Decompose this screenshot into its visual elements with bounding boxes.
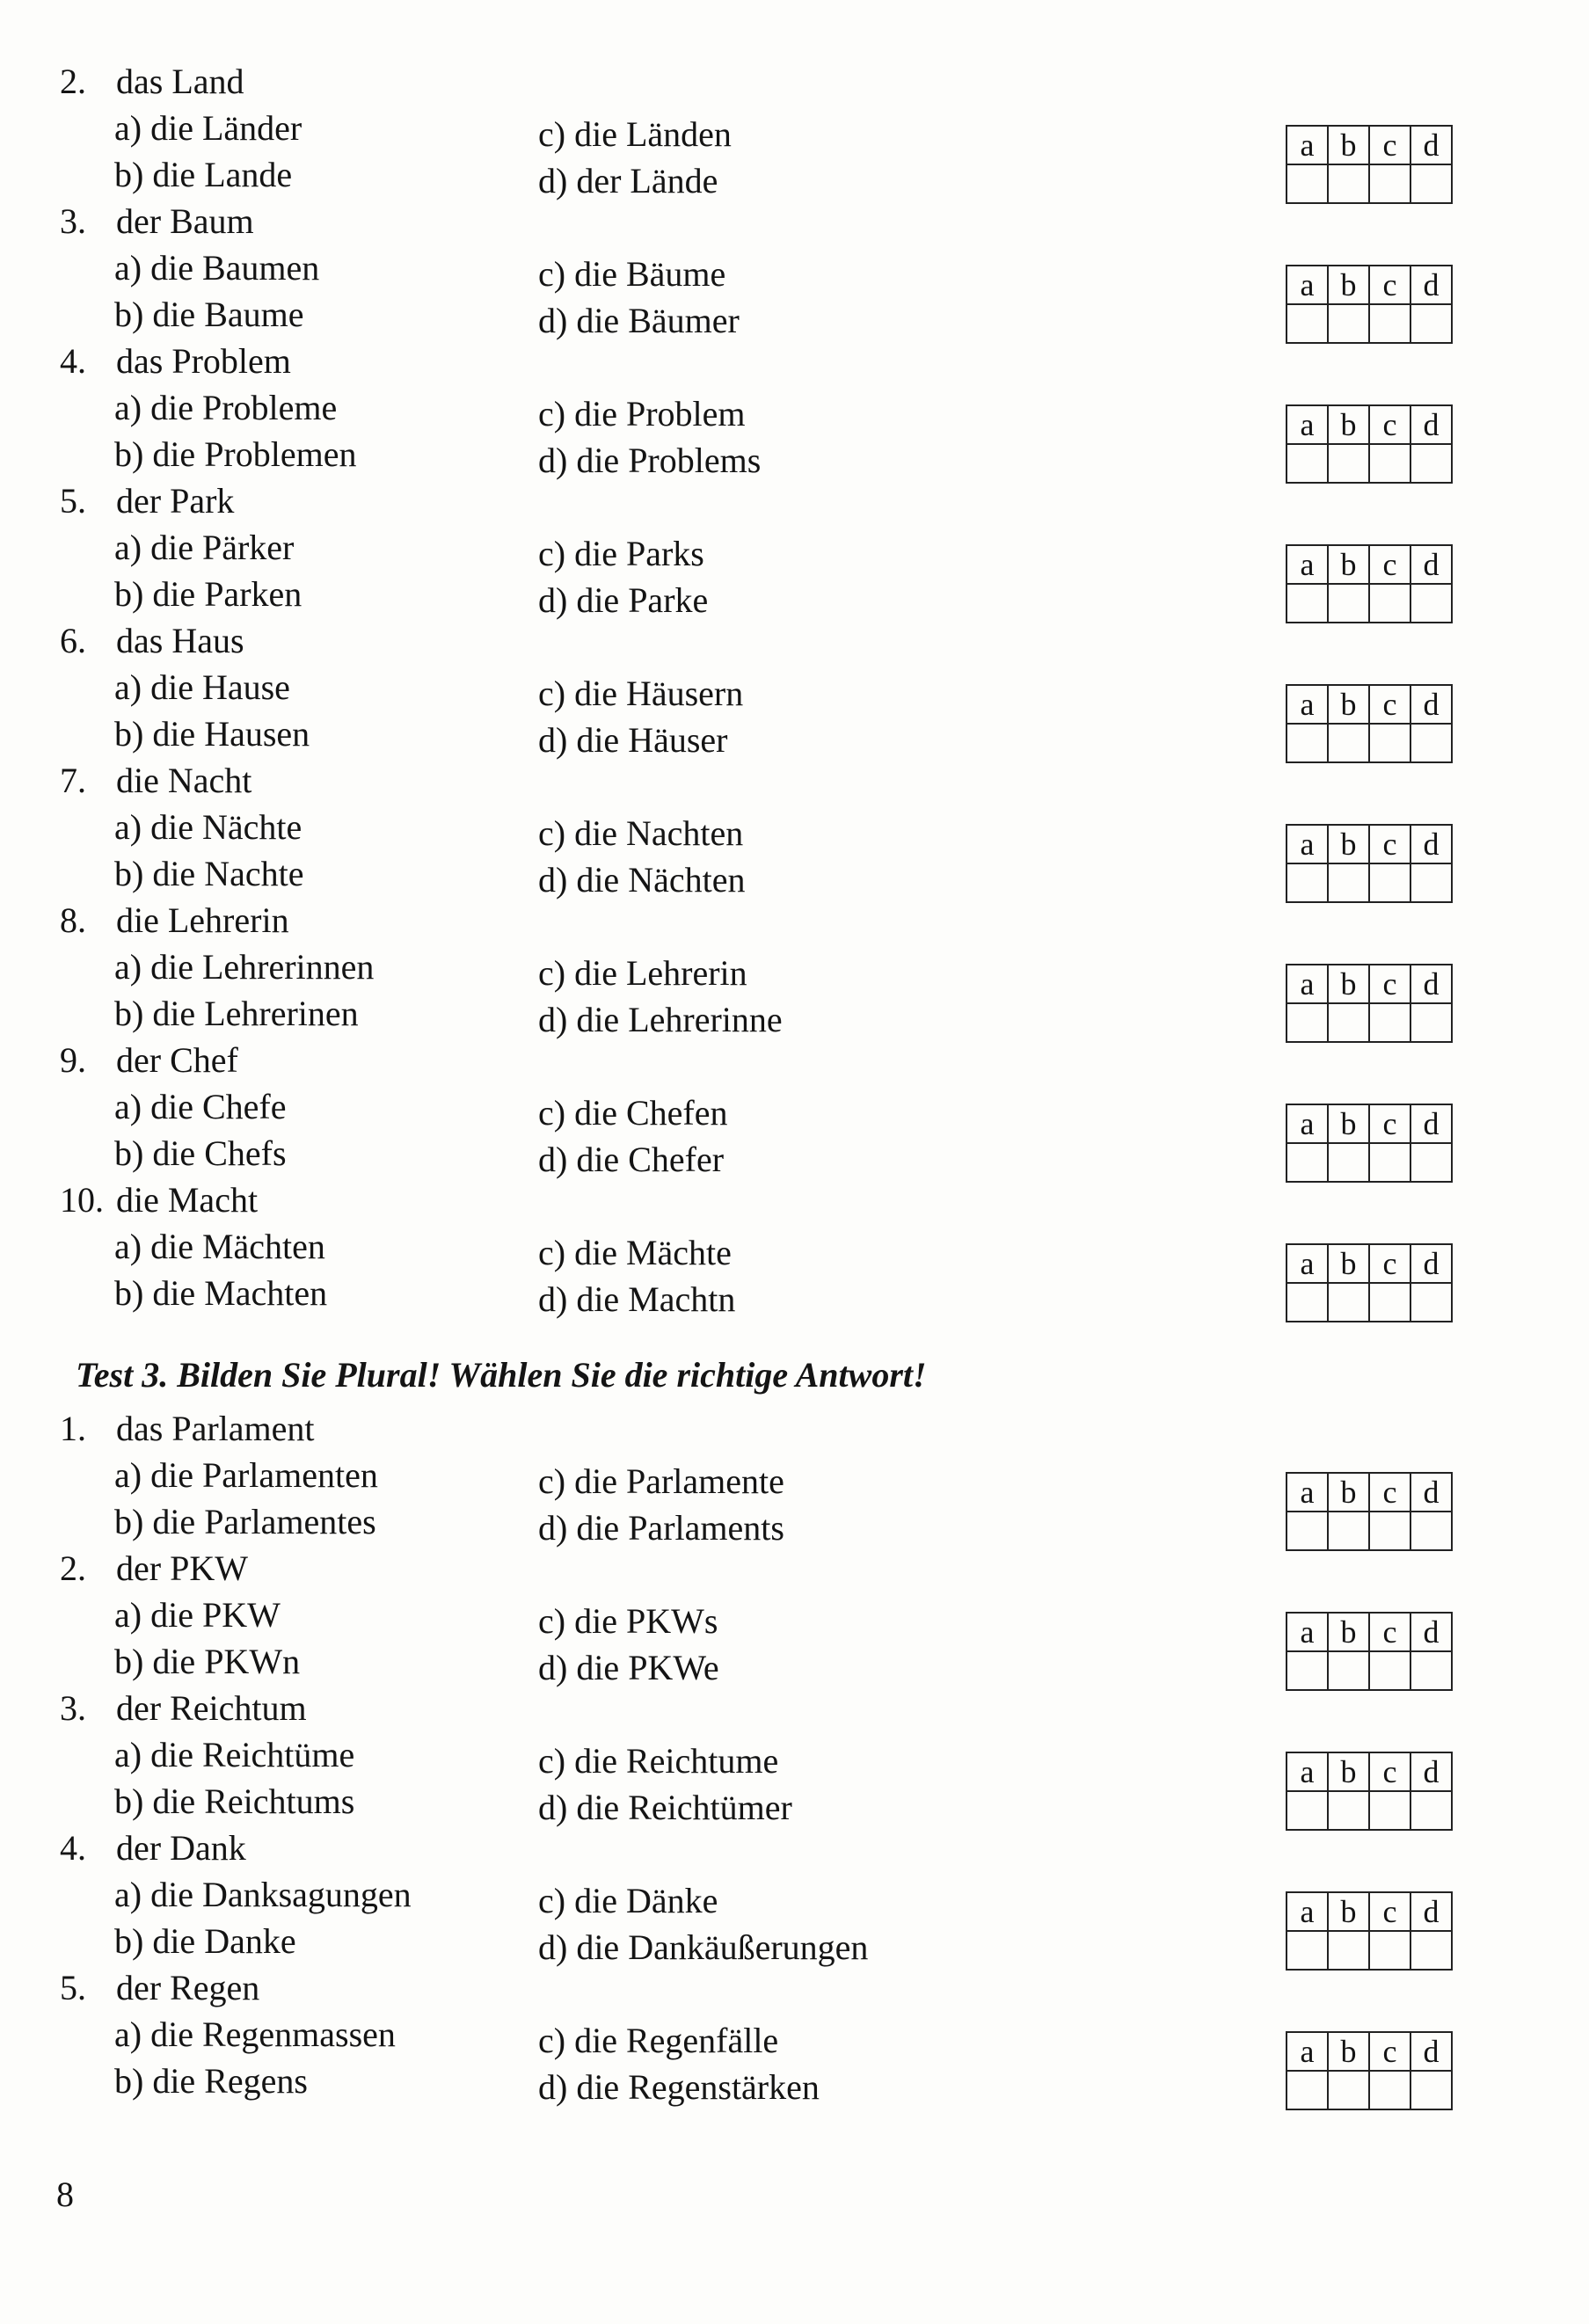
question-item xyxy=(0,58,1589,198)
answer-box-d[interactable] xyxy=(1410,2071,1452,2109)
answer-letter-d: d xyxy=(1410,126,1452,164)
option-c: c) die Nachten xyxy=(538,813,744,853)
option-b: b) die Machten xyxy=(114,1273,328,1313)
question-word: das Land xyxy=(116,62,244,101)
answer-letter-d: d xyxy=(1410,825,1452,863)
test3-questions xyxy=(0,1405,1589,2107)
answer-box-c[interactable] xyxy=(1369,1283,1410,1322)
answer-box-b[interactable] xyxy=(1328,1283,1369,1322)
option-b: b) die Chefs xyxy=(114,1133,287,1173)
answer-letter-a: a xyxy=(1287,545,1328,584)
answer-letter-d: d xyxy=(1410,1892,1452,1931)
option-d: d) die Regenstärken xyxy=(538,2067,820,2107)
question-item xyxy=(0,897,1589,1037)
answer-grid xyxy=(1286,2031,1453,2110)
answer-letter-c: c xyxy=(1369,965,1410,1003)
option-d: d) die Dankäußerungen xyxy=(538,1927,869,1967)
option-c: c) die Lehrerin xyxy=(538,953,747,993)
question-stem xyxy=(60,1037,238,1083)
option-d: d) die Nächten xyxy=(538,860,746,900)
question-item xyxy=(0,1405,1589,1548)
answer-letter-d: d xyxy=(1410,2032,1452,2071)
answer-grid xyxy=(1286,964,1453,1043)
option-a: a) die Regenmassen xyxy=(114,2014,396,2054)
question-number: 2. xyxy=(60,1548,86,1588)
answer-grid xyxy=(1286,1891,1453,1971)
question-number: 6. xyxy=(60,621,86,660)
option-a: a) die Mächten xyxy=(114,1227,325,1266)
question-item xyxy=(0,1825,1589,1967)
answer-letter-c: c xyxy=(1369,2032,1410,2071)
answer-letter-c: c xyxy=(1369,266,1410,304)
answer-letter-c: c xyxy=(1369,685,1410,724)
answer-letter-a: a xyxy=(1287,266,1328,304)
answer-grid xyxy=(1286,684,1453,763)
answer-letter-b: b xyxy=(1328,825,1369,863)
option-a: a) die Länder xyxy=(114,108,302,148)
option-c: c) die Problem xyxy=(538,394,746,433)
answer-letter-a: a xyxy=(1287,1104,1328,1143)
answer-grid xyxy=(1286,1612,1453,1691)
option-a: a) die Pärker xyxy=(114,528,295,567)
answer-letter-b: b xyxy=(1328,1473,1369,1512)
option-b: b) die Baume xyxy=(114,295,304,334)
test2-questions xyxy=(0,58,1589,1319)
option-c: c) die Regenfälle xyxy=(538,2021,779,2060)
answer-letter-b: b xyxy=(1328,1892,1369,1931)
answer-letter-d: d xyxy=(1410,965,1452,1003)
option-b: b) die Danke xyxy=(114,1921,296,1961)
option-a: a) die Chefe xyxy=(114,1087,287,1126)
option-d: d) die Lehrerinne xyxy=(538,1000,783,1039)
option-d: d) die Parke xyxy=(538,580,709,620)
question-word: das Problem xyxy=(116,341,291,381)
question-stem xyxy=(60,1177,258,1223)
question-item xyxy=(0,1177,1589,1319)
answer-letter-d: d xyxy=(1410,545,1452,584)
question-number: 5. xyxy=(60,1968,86,2007)
question-stem xyxy=(60,1685,307,1731)
option-c: c) die Mächte xyxy=(538,1233,732,1272)
option-d: d) die Häuser xyxy=(538,720,728,760)
question-number: 4. xyxy=(60,341,86,381)
option-b: b) die Lehrerinen xyxy=(114,994,359,1033)
answer-letter-a: a xyxy=(1287,1613,1328,1651)
question-item xyxy=(0,338,1589,480)
answer-letter-c: c xyxy=(1369,1104,1410,1143)
question-word: der Reichtum xyxy=(116,1688,307,1728)
question-stem xyxy=(60,1545,248,1592)
option-b: b) die Reichtums xyxy=(114,1781,355,1821)
question-number: 2. xyxy=(60,62,86,101)
option-a: a) die Hause xyxy=(114,667,290,707)
answer-letter-a: a xyxy=(1287,1752,1328,1791)
answer-grid xyxy=(1286,824,1453,903)
question-number: 1. xyxy=(60,1409,86,1448)
answer-grid xyxy=(1286,544,1453,623)
answer-letter-a: a xyxy=(1287,2032,1328,2071)
question-item xyxy=(0,477,1589,620)
question-item xyxy=(0,1545,1589,1685)
answer-letter-b: b xyxy=(1328,2032,1369,2071)
question-number: 4. xyxy=(60,1828,86,1868)
option-d: d) der Lände xyxy=(538,161,718,200)
option-b: b) die Hausen xyxy=(114,714,310,754)
answer-letter-b: b xyxy=(1328,1244,1369,1283)
question-word: die Lehrerin xyxy=(116,900,289,940)
option-a: a) die Baumen xyxy=(114,248,320,288)
answer-letter-c: c xyxy=(1369,405,1410,444)
answer-letter-a: a xyxy=(1287,405,1328,444)
option-b: b) die Lande xyxy=(114,155,293,194)
answer-letter-b: b xyxy=(1328,545,1369,584)
option-b: b) die Parken xyxy=(114,574,302,614)
option-a: a) die Lehrerinnen xyxy=(114,947,375,987)
answer-letter-b: b xyxy=(1328,1104,1369,1143)
answer-grid xyxy=(1286,1243,1453,1322)
answer-letter-a: a xyxy=(1287,965,1328,1003)
question-word: das Haus xyxy=(116,621,244,660)
question-number: 5. xyxy=(60,481,86,521)
question-number: 10. xyxy=(60,1180,104,1220)
option-d: d) die Machtn xyxy=(538,1279,736,1319)
question-number: 7. xyxy=(60,761,86,800)
answer-letter-d: d xyxy=(1410,685,1452,724)
answer-grid xyxy=(1286,1752,1453,1831)
question-stem xyxy=(60,1964,259,2011)
question-stem xyxy=(60,1825,246,1871)
option-d: d) die Chefer xyxy=(538,1140,725,1179)
option-d: d) die Problems xyxy=(538,441,762,480)
answer-letter-d: d xyxy=(1410,266,1452,304)
question-stem xyxy=(60,58,244,105)
answer-letter-d: d xyxy=(1410,1104,1452,1143)
answer-box-a[interactable] xyxy=(1287,2071,1328,2109)
question-stem xyxy=(60,477,234,524)
answer-letter-a: a xyxy=(1287,1892,1328,1931)
answer-box-b[interactable] xyxy=(1328,2071,1369,2109)
answer-grid xyxy=(1286,1104,1453,1183)
answer-letter-c: c xyxy=(1369,1613,1410,1651)
option-c: c) die Häusern xyxy=(538,674,744,713)
question-stem xyxy=(60,617,244,664)
option-c: c) die Parlamente xyxy=(538,1461,784,1501)
option-d: d) die PKWe xyxy=(538,1648,719,1687)
question-word: die Nacht xyxy=(116,761,252,800)
answer-box-a[interactable] xyxy=(1287,1283,1328,1322)
answer-letter-a: a xyxy=(1287,825,1328,863)
option-c: c) die Chefen xyxy=(538,1093,728,1133)
option-b: b) die Regens xyxy=(114,2061,308,2101)
question-item xyxy=(0,617,1589,760)
question-item xyxy=(0,1037,1589,1177)
question-stem xyxy=(60,757,251,804)
answer-letter-c: c xyxy=(1369,1892,1410,1931)
answer-letter-b: b xyxy=(1328,126,1369,164)
answer-letter-b: b xyxy=(1328,405,1369,444)
question-word: der Chef xyxy=(116,1040,238,1080)
answer-box-c[interactable] xyxy=(1369,2071,1410,2109)
answer-letter-c: c xyxy=(1369,545,1410,584)
option-b: b) die Problemen xyxy=(114,434,357,474)
option-c: c) die Parks xyxy=(538,534,704,573)
option-d: d) die Bäumer xyxy=(538,301,740,340)
answer-letter-a: a xyxy=(1287,1244,1328,1283)
answer-letter-a: a xyxy=(1287,1473,1328,1512)
question-number: 9. xyxy=(60,1040,86,1080)
question-word: der Baum xyxy=(116,201,254,241)
option-d: d) die Reichtümer xyxy=(538,1788,792,1827)
test3-heading: Test 3. Bilden Sie Plural! Wählen Sie die richtige Antwort! xyxy=(76,1355,927,1395)
page-number: 8 xyxy=(56,2175,74,2214)
answer-letter-b: b xyxy=(1328,685,1369,724)
question-item xyxy=(0,1685,1589,1825)
question-word: der Regen xyxy=(116,1968,260,2007)
answer-letter-a: a xyxy=(1287,685,1328,724)
question-word: das Parlament xyxy=(116,1409,315,1448)
question-number: 3. xyxy=(60,201,86,241)
option-a: a) die Probleme xyxy=(114,388,338,427)
answer-grid xyxy=(1286,1472,1453,1551)
answer-letter-b: b xyxy=(1328,1752,1369,1791)
option-b: b) die Nachte xyxy=(114,854,304,893)
option-a: a) die Parlamenten xyxy=(114,1455,378,1495)
answer-letter-d: d xyxy=(1410,1473,1452,1512)
option-c: c) die PKWs xyxy=(538,1601,718,1641)
question-item xyxy=(0,198,1589,338)
question-word: der Dank xyxy=(116,1828,246,1868)
answer-letter-d: d xyxy=(1410,405,1452,444)
option-c: c) die Bäume xyxy=(538,254,726,294)
answer-grid xyxy=(1286,125,1453,204)
answer-letter-c: c xyxy=(1369,1473,1410,1512)
answer-letter-d: d xyxy=(1410,1752,1452,1791)
answer-letter-c: c xyxy=(1369,1752,1410,1791)
question-stem xyxy=(60,198,254,244)
question-word: die Macht xyxy=(116,1180,259,1220)
option-d: d) die Parlaments xyxy=(538,1508,784,1548)
answer-letter-c: c xyxy=(1369,825,1410,863)
option-a: a) die Danksagungen xyxy=(114,1875,412,1914)
question-item xyxy=(0,1964,1589,2107)
answer-letter-b: b xyxy=(1328,965,1369,1003)
option-c: c) die Reichtume xyxy=(538,1741,779,1781)
answer-box-d[interactable] xyxy=(1410,1283,1452,1322)
option-a: a) die Reichtüme xyxy=(114,1735,355,1774)
option-c: c) die Länden xyxy=(538,114,732,154)
question-number: 3. xyxy=(60,1688,86,1728)
question-stem xyxy=(60,1405,315,1452)
option-a: a) die Nächte xyxy=(114,807,302,847)
answer-letter-c: c xyxy=(1369,1244,1410,1283)
answer-letter-b: b xyxy=(1328,1613,1369,1651)
answer-letter-d: d xyxy=(1410,1613,1452,1651)
question-word: der PKW xyxy=(116,1548,248,1588)
option-c: c) die Dänke xyxy=(538,1881,718,1920)
option-b: b) die Parlamentes xyxy=(114,1502,376,1541)
answer-letter-d: d xyxy=(1410,1244,1452,1283)
answer-grid xyxy=(1286,404,1453,484)
option-b: b) die PKWn xyxy=(114,1642,301,1681)
question-item xyxy=(0,757,1589,900)
option-a: a) die PKW xyxy=(114,1595,281,1635)
answer-letter-a: a xyxy=(1287,126,1328,164)
question-number: 8. xyxy=(60,900,86,940)
question-stem xyxy=(60,338,291,384)
answer-letter-b: b xyxy=(1328,266,1369,304)
answer-letter-c: c xyxy=(1369,126,1410,164)
question-word: der Park xyxy=(116,481,235,521)
answer-grid xyxy=(1286,265,1453,344)
question-stem xyxy=(60,897,289,943)
